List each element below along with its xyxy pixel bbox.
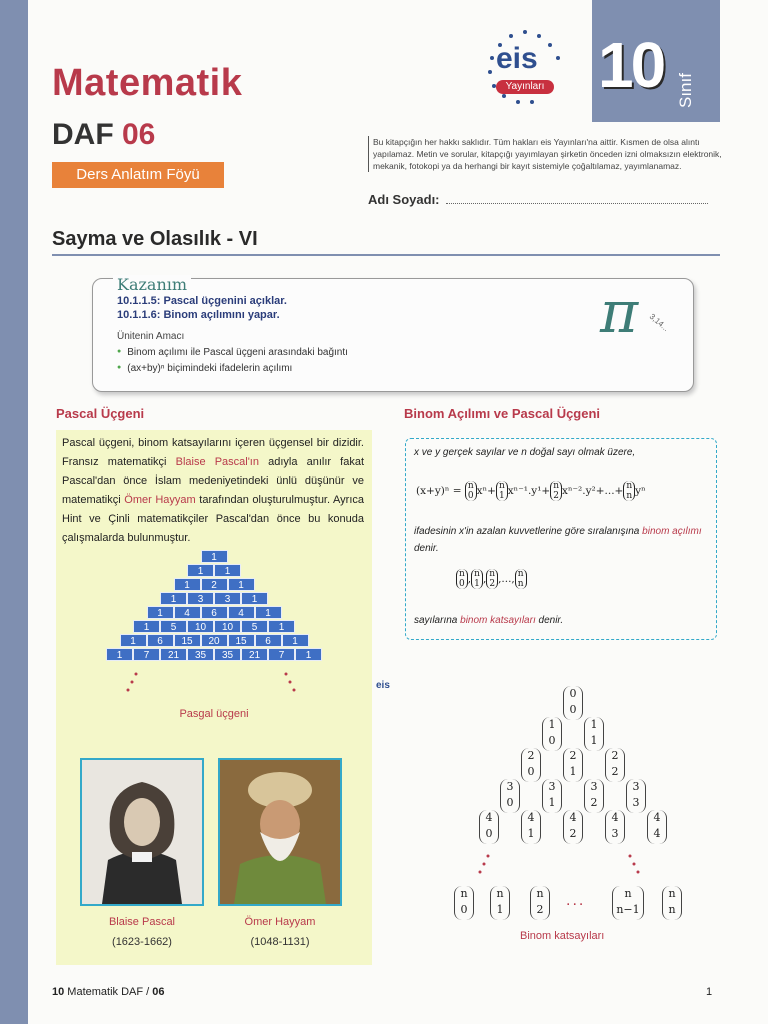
pascal-years: (1623-1662) (112, 936, 172, 948)
line3-text-a: sayılarına (414, 615, 461, 626)
binom-coefficient: 0 0 (563, 686, 583, 720)
daf-title (52, 118, 155, 152)
coef-binom: n 2 (486, 569, 498, 589)
pascal-cell: 20 (201, 634, 228, 647)
pascal-cell: 1 (106, 648, 133, 661)
coef-binom: n n (515, 569, 527, 589)
binom-coefficient: 4 1 (521, 810, 541, 844)
binom-coefficient: 3 1 (542, 779, 562, 813)
publisher-logo (484, 28, 566, 106)
binom-definition-box (405, 438, 717, 640)
grade-number: 10 (598, 29, 664, 101)
pascal-heading: Pascal Üçgeni (56, 406, 145, 421)
subject-title: Matematik (52, 62, 243, 104)
hayyam-portrait (218, 758, 342, 906)
pascal-cell: 7 (268, 648, 295, 661)
pascal-cell: 1 (255, 606, 282, 619)
pascal-cell: 1 (214, 564, 241, 577)
copyright-notice: Bu kitapçığın her hakkı saklıdır. Tüm hakları eis Yayınları'na aittir. Kısmen de olsa alıntı yapılamaz. Metin ve sorular, kitapçığı yayımlayan şirketin önceden izni olmaksızın elektronik, mekanik, fotokopi ya da herhangi bir kayıt sistemiyle çoğaltılamaz, yayımlanamaz. (368, 136, 725, 172)
binom-coefficient: 1 0 (542, 717, 562, 751)
kazanim-item-2: 10.1.1.6: Binom açılımını yapar. (117, 309, 280, 321)
line2-text-a: ifadesinin x'in azalan kuvvetlerine göre sıralanışına (414, 526, 643, 537)
para-text-3: tarafından oluşturulmuştur. Ayrıca Hint ve Çinli matematikçiler Pascal'dan önce bu konuda çalışmalarda bulunmuştur. (62, 494, 364, 544)
binom-coefficient: 1 1 (584, 717, 604, 751)
footer-daf: 06 (152, 986, 165, 998)
binom-coef-list: n 0 , n 1 , n 2 ,..., n n (456, 569, 527, 589)
footer-grade: 10 (52, 986, 65, 998)
binom-heading: Binom Açılımı ve Pascal Üçgeni (404, 406, 601, 421)
pascal-cell: 5 (160, 620, 187, 633)
section-title: Sayma ve Olasılık - VI (52, 228, 258, 250)
binom-coefficient: n n−1 (612, 886, 644, 920)
pascal-cell: 1 (187, 564, 214, 577)
coef-binom: n 1 (471, 569, 483, 589)
pascal-cell: 1 (147, 606, 174, 619)
binom-coefficient: 3 2 (584, 779, 604, 813)
pascal-cell: 3 (214, 592, 241, 605)
pascal-paragraph (62, 434, 364, 548)
line3-text-c: denir. (535, 615, 564, 626)
name-field[interactable] (368, 192, 708, 207)
triangle-caption: Pasgal üçgeni (179, 708, 249, 720)
pascal-portrait-icon (82, 760, 202, 904)
para-text-2: adıyla anılır fakat Pascal'dan önce İslam medeniyetindeki ünlü düşünür ve matematikçi (62, 456, 365, 506)
formula-binom: n 1 (496, 481, 508, 501)
pascal-cell: 1 (268, 620, 295, 633)
line2-text-c: denir. (414, 543, 439, 554)
daf-number: 06 (122, 118, 156, 151)
formula-lhs: (x+y)ⁿ = (416, 485, 462, 497)
pascal-panel (56, 430, 372, 965)
formula-binom: n 0 (465, 481, 477, 501)
binom-continuation-dots (470, 852, 650, 882)
section-divider (52, 254, 720, 256)
pascal-cell: 4 (174, 606, 201, 619)
binom-coefficient: n 1 (490, 886, 510, 920)
hayyam-portrait-icon (220, 760, 340, 904)
daf-prefix: DAF (52, 118, 114, 151)
binom-coefficient: 4 4 (647, 810, 667, 844)
logo-brand: eis (496, 42, 538, 75)
pascal-portrait (80, 758, 204, 906)
formula-binom: n n (623, 481, 635, 501)
name-line[interactable] (446, 193, 708, 204)
pi-icon: π (600, 278, 639, 346)
eis-mini-logo: eis (376, 680, 390, 691)
pascal-cell: 21 (241, 648, 268, 661)
footer-label (52, 986, 165, 998)
pascal-cell: 1 (174, 578, 201, 591)
pascal-cell: 10 (187, 620, 214, 633)
aim-bullet-2: ● (ax+by)ⁿ biçimindeki ifadelerin açılımı (117, 363, 292, 374)
pascal-cell: 21 (160, 648, 187, 661)
binom-coefficient: n 0 (454, 886, 474, 920)
pascal-cell: 10 (214, 620, 241, 633)
badge-ders-anlatim: Ders Anlatım Föyü (52, 162, 224, 188)
pascal-cell: 1 (241, 592, 268, 605)
pascal-cell: 1 (201, 550, 228, 563)
binom-coefficient: n 2 (530, 886, 550, 920)
coef-binom: n 0 (456, 569, 468, 589)
hayyam-name: Ömer Hayyam (244, 916, 316, 928)
line3-term: binom katsayıları (460, 615, 536, 626)
binom-caption: Binom katsayıları (520, 930, 605, 942)
binom-coefficient: 2 1 (563, 748, 583, 782)
line2-term: binom açılımı (642, 526, 702, 537)
pascal-cell: 35 (214, 648, 241, 661)
binom-coefficient: 4 0 (479, 810, 499, 844)
binom-intro: x ve y gerçek sayılar ve n doğal sayı olmak üzere, (414, 447, 636, 458)
pi-value: 3,14... (647, 311, 671, 334)
triangle-continuation-dots (116, 670, 316, 700)
binom-line2 (414, 523, 704, 557)
binom-coefficient: 4 2 (563, 810, 583, 844)
page-number: 1 (706, 986, 713, 998)
pascal-cell: 15 (174, 634, 201, 647)
pascal-cell: 6 (201, 606, 228, 619)
para-text-1: Pascal üçgeni, binom katsayılarını içeren üçgensel bir dizidir. Fransız matematikçi (62, 437, 364, 468)
binom-bottom-ellipsis: ... (566, 892, 586, 909)
kazanim-item-1: 10.1.1.5: Pascal üçgenini açıklar. (117, 295, 287, 307)
pascal-cell: 1 (133, 620, 160, 633)
pascal-cell: 6 (255, 634, 282, 647)
pascal-cell: 1 (282, 634, 309, 647)
binom-coefficient: 3 0 (500, 779, 520, 813)
grade-box (592, 0, 720, 122)
binom-coefficient: 3 3 (626, 779, 646, 813)
kazanim-heading: Kazanım (113, 275, 191, 294)
binom-formula: (x+y)ⁿ = n 0 xⁿ+ n 1 xⁿ⁻¹.y¹+ n 2 xⁿ⁻².y²+...+ n n yⁿ (416, 481, 646, 501)
hayyam-years: (1048-1131) (250, 936, 310, 948)
pascal-cell: 4 (228, 606, 255, 619)
para-name-pascal: Blaise Pascal'ın (175, 456, 259, 468)
pascal-cell: 6 (147, 634, 174, 647)
pascal-name: Blaise Pascal (108, 916, 176, 928)
formula-binom: n 2 (550, 481, 562, 501)
pascal-cell: 2 (201, 578, 228, 591)
pascal-cell: 35 (187, 648, 214, 661)
pascal-cell: 15 (228, 634, 255, 647)
grade-label: Sınıf (676, 73, 695, 108)
pascal-cell: 1 (295, 648, 322, 661)
pascal-cell: 1 (160, 592, 187, 605)
pascal-cell: 7 (133, 648, 160, 661)
aim-title: Ünitenin Amacı (117, 331, 185, 342)
binom-coefficient: 2 0 (521, 748, 541, 782)
name-label: Adı Soyadı: (368, 192, 440, 207)
pascal-cell: 3 (187, 592, 214, 605)
pascal-cell: 1 (228, 578, 255, 591)
binom-coefficient: 4 3 (605, 810, 625, 844)
footer-text: Matematik DAF / (64, 986, 153, 998)
pascal-cell: 1 (120, 634, 147, 647)
para-name-hayyam: Ömer Hayyam (124, 494, 196, 506)
binom-coefficient: 2 2 (605, 748, 625, 782)
binom-coefficient: n n (662, 886, 682, 920)
logo-sub: Yayınları (496, 80, 554, 94)
pascal-cell: 5 (241, 620, 268, 633)
aim-bullet-1: ● Binom açılımı ile Pascal üçgeni arasındaki bağıntı (117, 347, 348, 358)
spine-stripe (0, 0, 28, 1024)
binom-line3 (414, 615, 563, 626)
